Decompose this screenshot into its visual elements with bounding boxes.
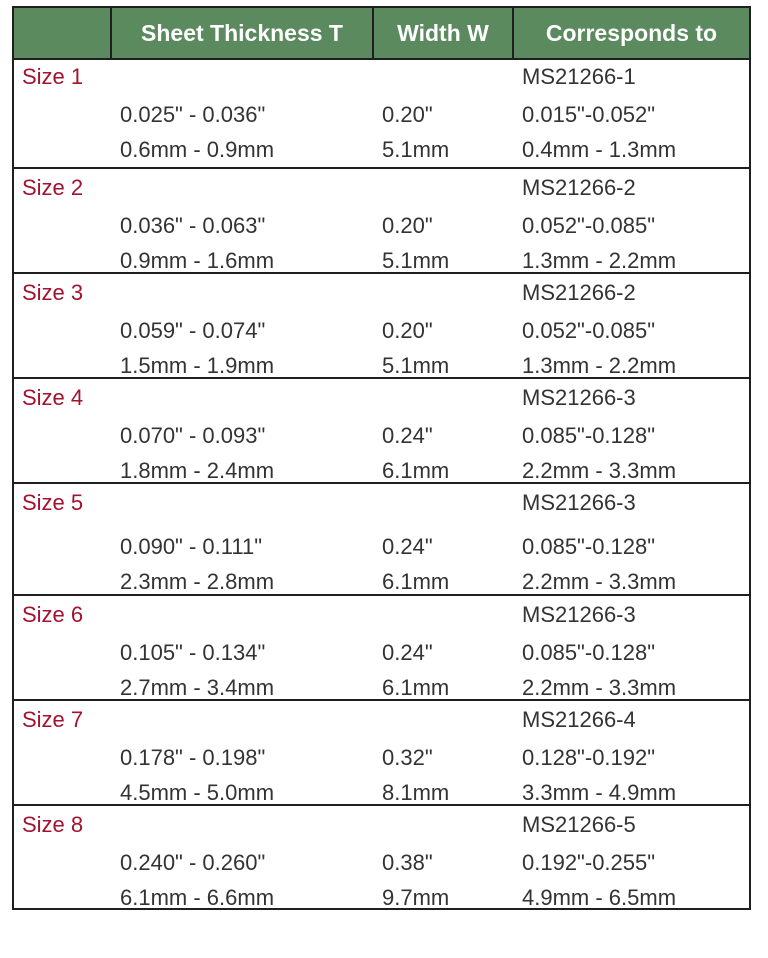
ms-spec: MS21266-1 (522, 64, 636, 89)
width-mm: 6.1mm (382, 569, 450, 594)
range-inches: 0.085"-0.128" (522, 423, 656, 448)
ms-spec: MS21266-2 (522, 280, 636, 305)
table-row (14, 484, 749, 596)
width-inches: 0.20" (382, 318, 433, 343)
table-row (14, 806, 749, 908)
thickness-inches: 0.025" - 0.036" (120, 102, 266, 127)
range-mm: 0.4mm - 1.3mm (522, 137, 677, 162)
width-inches: 0.20" (382, 213, 433, 238)
size-label: Size 6 (22, 602, 84, 627)
range-mm: 2.2mm - 3.3mm (522, 675, 677, 700)
thickness-inches: 0.036" - 0.063" (120, 213, 266, 238)
thickness-mm: 2.7mm - 3.4mm (120, 675, 275, 700)
ms-spec: MS21266-3 (522, 602, 636, 627)
size-label: Size 4 (22, 385, 84, 410)
thickness-mm: 0.6mm - 0.9mm (120, 137, 275, 162)
thickness-mm: 6.1mm - 6.6mm (120, 885, 275, 910)
size-label: Size 2 (22, 175, 84, 200)
header-corresponds-to: Corresponds to (545, 20, 718, 46)
size-label: Size 7 (22, 707, 84, 732)
thickness-inches: 0.105" - 0.134" (120, 640, 266, 665)
range-mm: 2.2mm - 3.3mm (522, 569, 677, 594)
thickness-inches: 0.178" - 0.198" (120, 745, 266, 770)
table-row (14, 596, 749, 701)
range-inches: 0.192"-0.255" (522, 850, 656, 875)
range-inches: 0.015"-0.052" (522, 102, 656, 127)
thickness-mm: 4.5mm - 5.0mm (120, 780, 275, 805)
ms-spec: MS21266-3 (522, 385, 636, 410)
range-mm: 1.3mm - 2.2mm (522, 248, 677, 273)
width-mm: 6.1mm (382, 675, 450, 700)
thickness-inches: 0.240" - 0.260" (120, 850, 266, 875)
size-label: Size 8 (22, 812, 84, 837)
ms-spec: MS21266-5 (522, 812, 636, 837)
size-table (12, 6, 751, 910)
ms-spec: MS21266-4 (522, 707, 636, 732)
width-mm: 9.7mm (382, 885, 450, 910)
width-inches: 0.20" (382, 102, 433, 127)
width-inches: 0.38" (382, 850, 433, 875)
header-sheet-thickness: Sheet Thickness T (112, 8, 374, 58)
table-row (14, 379, 749, 484)
range-inches: 0.085"-0.128" (522, 534, 656, 559)
size-label: Size 5 (22, 490, 84, 515)
range-mm: 4.9mm - 6.5mm (522, 885, 677, 910)
thickness-mm: 2.3mm - 2.8mm (120, 569, 275, 594)
ms-spec: MS21266-3 (522, 490, 636, 515)
range-inches: 0.052"-0.085" (522, 318, 656, 343)
table-header (14, 8, 749, 60)
width-inches: 0.24" (382, 423, 433, 448)
width-mm: 5.1mm (382, 353, 450, 378)
width-mm: 8.1mm (382, 780, 450, 805)
range-inches: 0.052"-0.085" (522, 213, 656, 238)
table-row (14, 58, 749, 169)
size-label: Size 3 (22, 280, 84, 305)
range-inches: 0.085"-0.128" (522, 640, 656, 665)
width-inches: 0.24" (382, 534, 433, 559)
thickness-mm: 0.9mm - 1.6mm (120, 248, 275, 273)
width-mm: 5.1mm (382, 137, 450, 162)
table-row (14, 701, 749, 806)
thickness-inches: 0.090" - 0.111" (120, 534, 263, 559)
range-mm: 2.2mm - 3.3mm (522, 458, 677, 483)
range-mm: 1.3mm - 2.2mm (522, 353, 677, 378)
thickness-inches: 0.059" - 0.074" (120, 318, 266, 343)
range-mm: 3.3mm - 4.9mm (522, 780, 677, 805)
range-inches: 0.128"-0.192" (522, 745, 656, 770)
thickness-mm: 1.8mm - 2.4mm (120, 458, 275, 483)
width-mm: 5.1mm (382, 248, 450, 273)
thickness-mm: 1.5mm - 1.9mm (120, 353, 275, 378)
table-row (14, 274, 749, 379)
width-mm: 6.1mm (382, 458, 450, 483)
width-inches: 0.32" (382, 745, 433, 770)
table-row (14, 169, 749, 274)
header-width: Width W (374, 8, 514, 58)
width-inches: 0.24" (382, 640, 433, 665)
thickness-inches: 0.070" - 0.093" (120, 423, 266, 448)
size-label: Size 1 (22, 64, 84, 89)
ms-spec: MS21266-2 (522, 175, 636, 200)
header-cell-blank (14, 8, 112, 58)
